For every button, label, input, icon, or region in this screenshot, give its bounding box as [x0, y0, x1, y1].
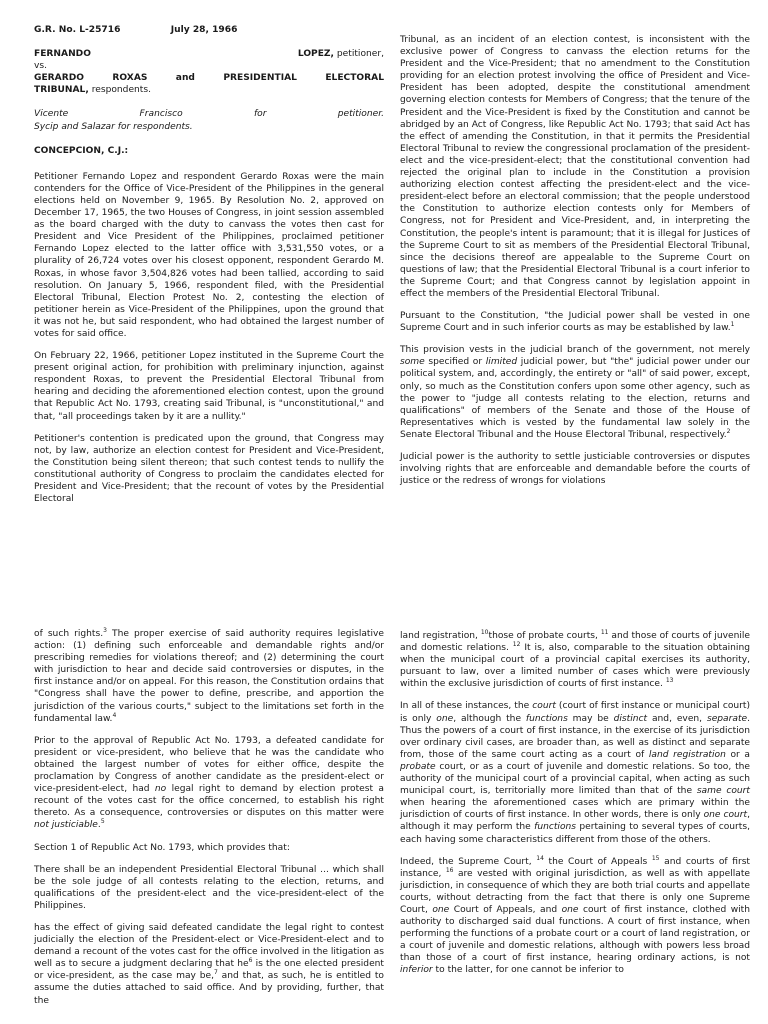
- versus-text: vs.: [34, 61, 48, 72]
- paragraph-text: In all of these instances, the: [400, 701, 533, 712]
- footnote-ref[interactable]: 2: [726, 427, 731, 435]
- emphasis: one: [432, 904, 450, 915]
- paragraph: [400, 630, 750, 690]
- emphasis: functions: [534, 822, 577, 833]
- emphasis: functions: [525, 713, 568, 724]
- paragraph-text: (court of first instance or municipal court) is only: [400, 701, 751, 724]
- paragraph: Petitioner Fernando Lopez and respondent Gerardo Roxas were the main contenders for the Office of Vice-President of the Philippines in the general elections held on November 9, 1965. By Resolution No. 2, approved on December 17, 1965, the two Houses of Congress, in joint session assembled as the board charged with the duty to canvass the votes then cast for President and Vice President of the Philippines, proclaimed petitioner Fernando Lopez elected to the latter office with 3,531,550 votes, or a plurality of 26,724 votes over his closest opponent, respondent Gerardo M. Roxas, in whose favor 3,504,826 votes had been tallied, according to said resolution. On January 5, 1966, respondent filed, with the Presidential Electoral Tribunal, Election Protest No. 2, contesting the election of petitioner herein as Vice-President of the Philippines, upon the ground that it was not he, but said respondent, who had obtained the largest number of votes for said office.: [34, 171, 384, 339]
- emphasis: land registration: [648, 749, 726, 760]
- paragraph-text: court of first instance, clothed with authority to discharged said dual functions. A court of first instance, when performing the functions of a probate court or a court of land registration, or a court of juvenile and domestic relations, although with powers less broad than those of a court of first instance, hearing ordinary actions, is not: [400, 904, 750, 964]
- paragraph: [34, 735, 384, 832]
- paragraph-text: judicial power, but "the" judicial power under our political system, and, accordingly, the entirety or "all" of said power, except, only, so much as the Constitution confers upon some other agency, such as the power to "judge all contests relating to the election, returns and qualifications" of members of the Senate and those of the House of Representatives which is vested by the fundamental law solely in the Senate Electoral Tribunal and the House Electoral Tribunal, respectively.: [400, 357, 751, 440]
- paragraph: [400, 856, 750, 977]
- footnote-ref[interactable]: 1: [730, 321, 735, 329]
- paragraph-text: is the one elected president or vice-president, as the case may be,: [34, 959, 384, 982]
- emphasis: limited: [485, 357, 518, 368]
- paragraph: [34, 922, 384, 1007]
- footnote-ref[interactable]: 5: [100, 818, 105, 826]
- page-1-right-column: [400, 34, 750, 497]
- page-1-left-column: [34, 24, 384, 512]
- party-petitioner: [34, 48, 384, 60]
- paragraph: [400, 344, 750, 441]
- paragraph-text: This provision vests in the judicial branch of the government, not merely: [400, 345, 750, 356]
- paragraph-text: pertaining to several types of courts, each having some characteristics different from those of the others.: [400, 822, 750, 845]
- emphasis: one: [561, 904, 579, 915]
- footnote-ref[interactable]: 13: [665, 677, 674, 685]
- paragraph-text: and that, as such, he is entitled to assume the duties attached to said office. And by providing, further, that the: [34, 971, 384, 1006]
- emphasis: some: [400, 357, 425, 368]
- paragraph-text: has the effect of giving said defeated candidate the legal right to contest judicially the election of the President-elect or Vice-President-elect and to demand a recount of the votes cast for the office involved in the litigation as well as to secure a judgment declaring that he: [34, 922, 384, 970]
- paragraph: Section 1 of Republic Act No. 1793, which provides that:: [34, 842, 290, 853]
- paragraph-text: , although it may perform the: [400, 810, 750, 833]
- counsel-petitioner: Vicente Francisco for petitioner.: [34, 109, 384, 120]
- petitioner-last-name: LOPEZ,: [297, 49, 334, 60]
- footnote-ref[interactable]: 4: [112, 711, 117, 719]
- paragraph: On February 22, 1966, petitioner Lopez instituted in the Supreme Court the present original action, for prohibition with preliminary injunction, against respondent Roxas, to prevent the Presidential Electoral Tribunal from hearing and deciding the aforementioned election contest, upon the ground that Republic Act No. 1793, creating said Tribunal, is "unconstitutional," and that, "all proceedings taken by it are a nullity.": [34, 351, 384, 422]
- paragraph: [34, 628, 384, 725]
- paragraph: [400, 310, 750, 334]
- paragraph-text: those of probate courts,: [488, 631, 601, 641]
- footnote-ref[interactable]: 11: [600, 628, 609, 636]
- respondent-name: GERARDO ROXAS and PRESIDENTIAL ELECTORAL TRIBUNAL,: [34, 73, 384, 96]
- paragraph-text: are vested with original jurisdiction, as well as with appellate jurisdiction, in consequence of which they are both trial courts and appellate courts, without detracting from the fact that there is only one Supreme Court,: [400, 868, 750, 915]
- paragraph-text: the Court of Appeals: [543, 856, 652, 867]
- gr-number: G.R. No. L-25716: [34, 25, 121, 35]
- paragraph-text: specified or: [424, 357, 486, 368]
- paragraph-text: legal right to demand by election protest a recount of the votes cast for the office concerned, to establish his right thereto. As a consequence, controversies or disputes on this matter were: [34, 784, 384, 819]
- decision-date: July 28, 1966: [170, 25, 238, 35]
- paragraph-text: , although the: [453, 713, 526, 724]
- footnote-ref[interactable]: 6: [248, 957, 253, 965]
- footnote-ref[interactable]: 7: [213, 969, 218, 977]
- footnote-ref[interactable]: 10: [480, 628, 489, 636]
- footnote-ref[interactable]: 3: [103, 626, 107, 634]
- paragraph-text: court, or as a court of juvenile and domestic relations. So too, the authority of the municipal court of a provincial capital, when acting as such municipal court, is, territorially more limited than that of the: [400, 761, 750, 797]
- emphasis: distinct: [613, 713, 648, 724]
- emphasis: one: [436, 713, 454, 724]
- footnote-ref[interactable]: 15: [651, 854, 660, 862]
- emphasis: not justiciable: [34, 820, 98, 831]
- emphasis: no: [154, 784, 167, 795]
- emphasis: court: [532, 701, 556, 712]
- footnote-ref[interactable]: 14: [536, 854, 544, 862]
- paragraph-text: of such rights.: [34, 629, 104, 639]
- paragraph-text: Indeed, the Supreme Court,: [400, 856, 537, 867]
- document-page-2: [0, 512, 768, 1024]
- paragraph: [400, 700, 750, 845]
- ponente: CONCEPCION, C.J.:: [34, 145, 129, 156]
- paragraph-text: may be: [567, 713, 614, 724]
- footnote-ref[interactable]: 12: [512, 641, 521, 649]
- petitioner-role: petitioner,: [334, 49, 384, 60]
- emphasis: one court: [703, 810, 748, 821]
- paragraph-text: when hearing the aforementioned cases which are primary within the jurisdiction of courts of first instance. In other words, there is only: [400, 798, 750, 821]
- petitioner-first-name: FERNANDO: [34, 49, 91, 60]
- paragraph-text: or a: [725, 749, 750, 760]
- respondent-role: respondents.: [88, 85, 151, 96]
- paragraph-text: land registration,: [400, 631, 481, 641]
- paragraph-text: It is, also, comparable to the situation obtaining when the municipal court of a provincial capital exercises its authority, pursuant to law, over a limited number of cases which were previously within the exclusive jurisdiction of courts of first instance.: [400, 643, 750, 690]
- page-2-right-column: [400, 630, 750, 987]
- emphasis: inferior: [400, 965, 433, 976]
- page-2-left-column: [34, 628, 384, 1017]
- emphasis: probate: [400, 761, 436, 772]
- emphasis: same court: [696, 786, 750, 797]
- paragraph-text: Prior to the approval of Republic Act No. 1793, a defeated candidate for president or vice-president, who believe that he was the candidate who obtained the largest number of votes for either office, despite the proclamation by Congress of another candidate as the president-elect or vice-president-elect, had: [34, 735, 384, 795]
- paragraph: Petitioner's contention is predicated upon the ground, that Congress may not, by law, authorize an election contest for President and Vice-President, the Constitution being silent thereon; that such contest tends to nullify the constitutional authority of Congress to proclaim the candidates elected for President and Vice-President; that the recount of votes by the Presidential Electoral: [34, 433, 384, 505]
- block-quote: There shall be an independent Presidential Electoral Tribunal ... which shall be the sole judge of all contests relating to the election, returns, and qualifications of the president-elect and the vice-president-elect of the Philippines.: [34, 864, 384, 911]
- counsel-respondents: Sycip and Salazar for respondents.: [34, 121, 193, 132]
- paragraph-text: and those of courts of juvenile and domestic relations.: [400, 631, 750, 654]
- paragraph-text: Court of Appeals, and: [449, 904, 562, 915]
- paragraph: Tribunal, as an incident of an election contest, is inconsistent with the exclusive power of Congress to canvass the election returns for the President and the Vice-President; that no amendment to the Constitution providing for an election protest involving the office of President and Vice-President has been adopted, despite the constitutional amendment governing election contests for Members of Congress; that the tenure of the President and the Vice-President is fixed by the Constitution and cannot be abridged by an Act of Congress, like Republic Act No. 1793; that said Act has the effect of amending the Constitution, in that it permits the Presidential Electoral Tribunal to review the congressional proclamation of the president-elect and the vice-president-elect; that the constitutional convention had rejected the original plan to include in the Constitution a provision authorizing election contest affecting the president-elect and the vice-president-elect before an electoral commission; that the people understood the Constitution to authorize election contests only for Members of Congress, not for President and Vice-President, and, in interpreting the Constitution, the people's intent is paramount; that it is illegal for Justices of the Supreme Court to sit as members of the Presidential Electoral Tribunal, since the decisions thereof are appealable to the Supreme Court on questions of law; that the Presidential Electoral Tribunal is a court inferior to the Supreme Court; and that Congress cannot by legislation appoint in effect the members of the Presidential Electoral Tribunal.: [400, 35, 750, 299]
- paragraph-text: to the latter, for one cannot be inferior to: [432, 965, 624, 976]
- paragraph-text: .: [97, 820, 101, 831]
- paragraph-text: and, even,: [647, 713, 707, 724]
- paragraph-text: . Thus the powers of a court of first instance, in the exercise of its jurisdiction over ordinary civil cases, are broader than, as well as distinct and separate from, those of the same court acting as a court of: [400, 713, 751, 760]
- case-header: [34, 24, 384, 36]
- paragraph-text: Pursuant to the Constitution, "the Judicial power shall be vested in one Supreme Court and in such inferior courts as may be established by law.: [400, 311, 750, 334]
- paragraph-text: and courts of first instance,: [400, 856, 750, 879]
- footnote-ref[interactable]: 16: [445, 866, 454, 874]
- party-respondent: [34, 72, 384, 96]
- paragraph-text: The proper exercise of said authority requires legislative action: (1) defining such enforceable and demandable rights and/or prescribing remedies for violations thereof; and (2) determining the court with jurisdiction to hear and decide said controversies or disputes, in the first instance and/or on appeal. For this reason, the Constitution ordains that "Congress shall have the power to define, prescribe, and apportion the jurisdiction of the various courts," subject to the limitations set forth in the fundamental law.: [34, 629, 385, 724]
- paragraph: Judicial power is the authority to settle justiciable controversies or disputes involving rights that are enforceable and demandable before the courts of justice or the redress of wrongs for violations: [400, 452, 750, 487]
- emphasis: separate: [706, 713, 748, 724]
